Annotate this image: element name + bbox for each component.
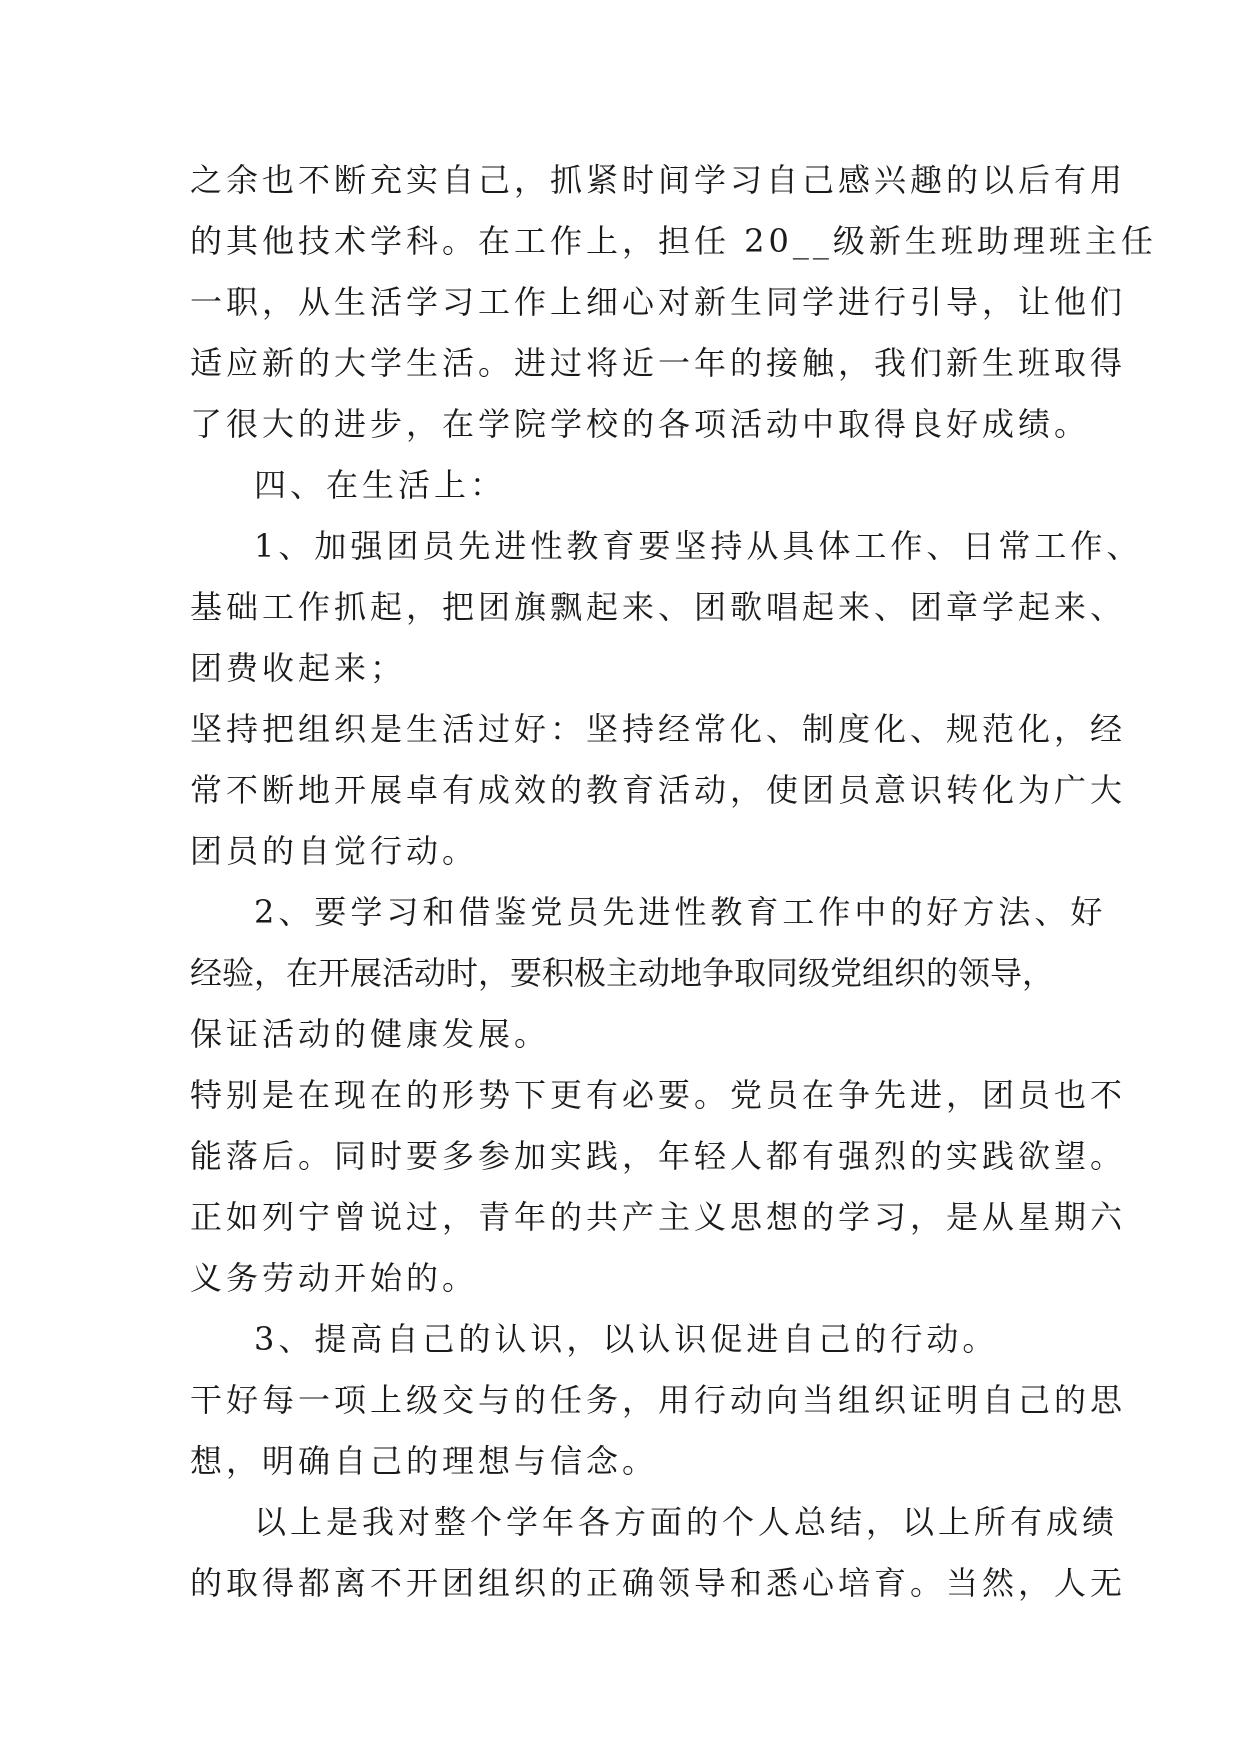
text-line: 保证活动的健康发展。 bbox=[190, 1015, 551, 1053]
text-line: 以上是我对整个学年各方面的个人总结，以上所有成绩 bbox=[254, 1503, 1119, 1541]
text-line: 的取得都离不开团组织的正确领导和悉心培育。当然，人无 bbox=[190, 1564, 1127, 1602]
text-line: 的其他技术学科。在工作上，担任 20__级新生班助理班主任 bbox=[190, 222, 1157, 260]
list-item: 1、加强团员先进性教育要坚持从具体工作、日常工作、 bbox=[254, 527, 1143, 565]
text-line: 了很大的进步，在学院学校的各项活动中取得良好成绩。 bbox=[190, 405, 1091, 443]
text-line: 适应新的大学生活。进过将近一年的接触，我们新生班取得 bbox=[190, 344, 1127, 382]
list-item: 2、要学习和借鉴党员先进性教育工作中的好方法、好 bbox=[254, 893, 1107, 931]
text-line: 团费收起来； bbox=[190, 649, 407, 687]
text-line: 特别是在现在的形势下更有必要。党员在争先进，团员也不 bbox=[190, 1076, 1127, 1114]
document-body bbox=[190, 150, 1157, 1614]
list-item: 3、提高自己的认识，以认识促进自己的行动。 bbox=[254, 1320, 999, 1358]
text-line: 基础工作抓起，把团旗飘起来、团歌唱起来、团章学起来、 bbox=[190, 588, 1127, 626]
text-line: 经验，在开展活动时，要积极主动地争取同级党组织的领导， bbox=[190, 954, 1055, 992]
text-line: 能落后。同时要多参加实践，年轻人都有强烈的实践欲望。 bbox=[190, 1137, 1127, 1175]
text-line: 之余也不断充实自己，抓紧时间学习自己感兴趣的以后有用 bbox=[190, 161, 1127, 199]
text-line: 坚持把组织是生活过好：坚持经常化、制度化、规范化，经 bbox=[190, 710, 1127, 748]
text-line: 想，明确自己的理想与信念。 bbox=[190, 1442, 659, 1480]
section-heading: 四、在生活上： bbox=[254, 466, 507, 504]
text-line: 团员的自觉行动。 bbox=[190, 832, 479, 870]
text-line: 正如列宁曾说过，青年的共产主义思想的学习，是从星期六 bbox=[190, 1198, 1127, 1236]
text-line: 干好每一项上级交与的任务，用行动向当组织证明自己的思 bbox=[190, 1381, 1127, 1419]
text-line: 义务劳动开始的。 bbox=[190, 1259, 479, 1297]
text-line: 常不断地开展卓有成效的教育活动，使团员意识转化为广大 bbox=[190, 771, 1127, 809]
text-line: 一职，从生活学习工作上细心对新生同学进行引导，让他们 bbox=[190, 283, 1127, 321]
